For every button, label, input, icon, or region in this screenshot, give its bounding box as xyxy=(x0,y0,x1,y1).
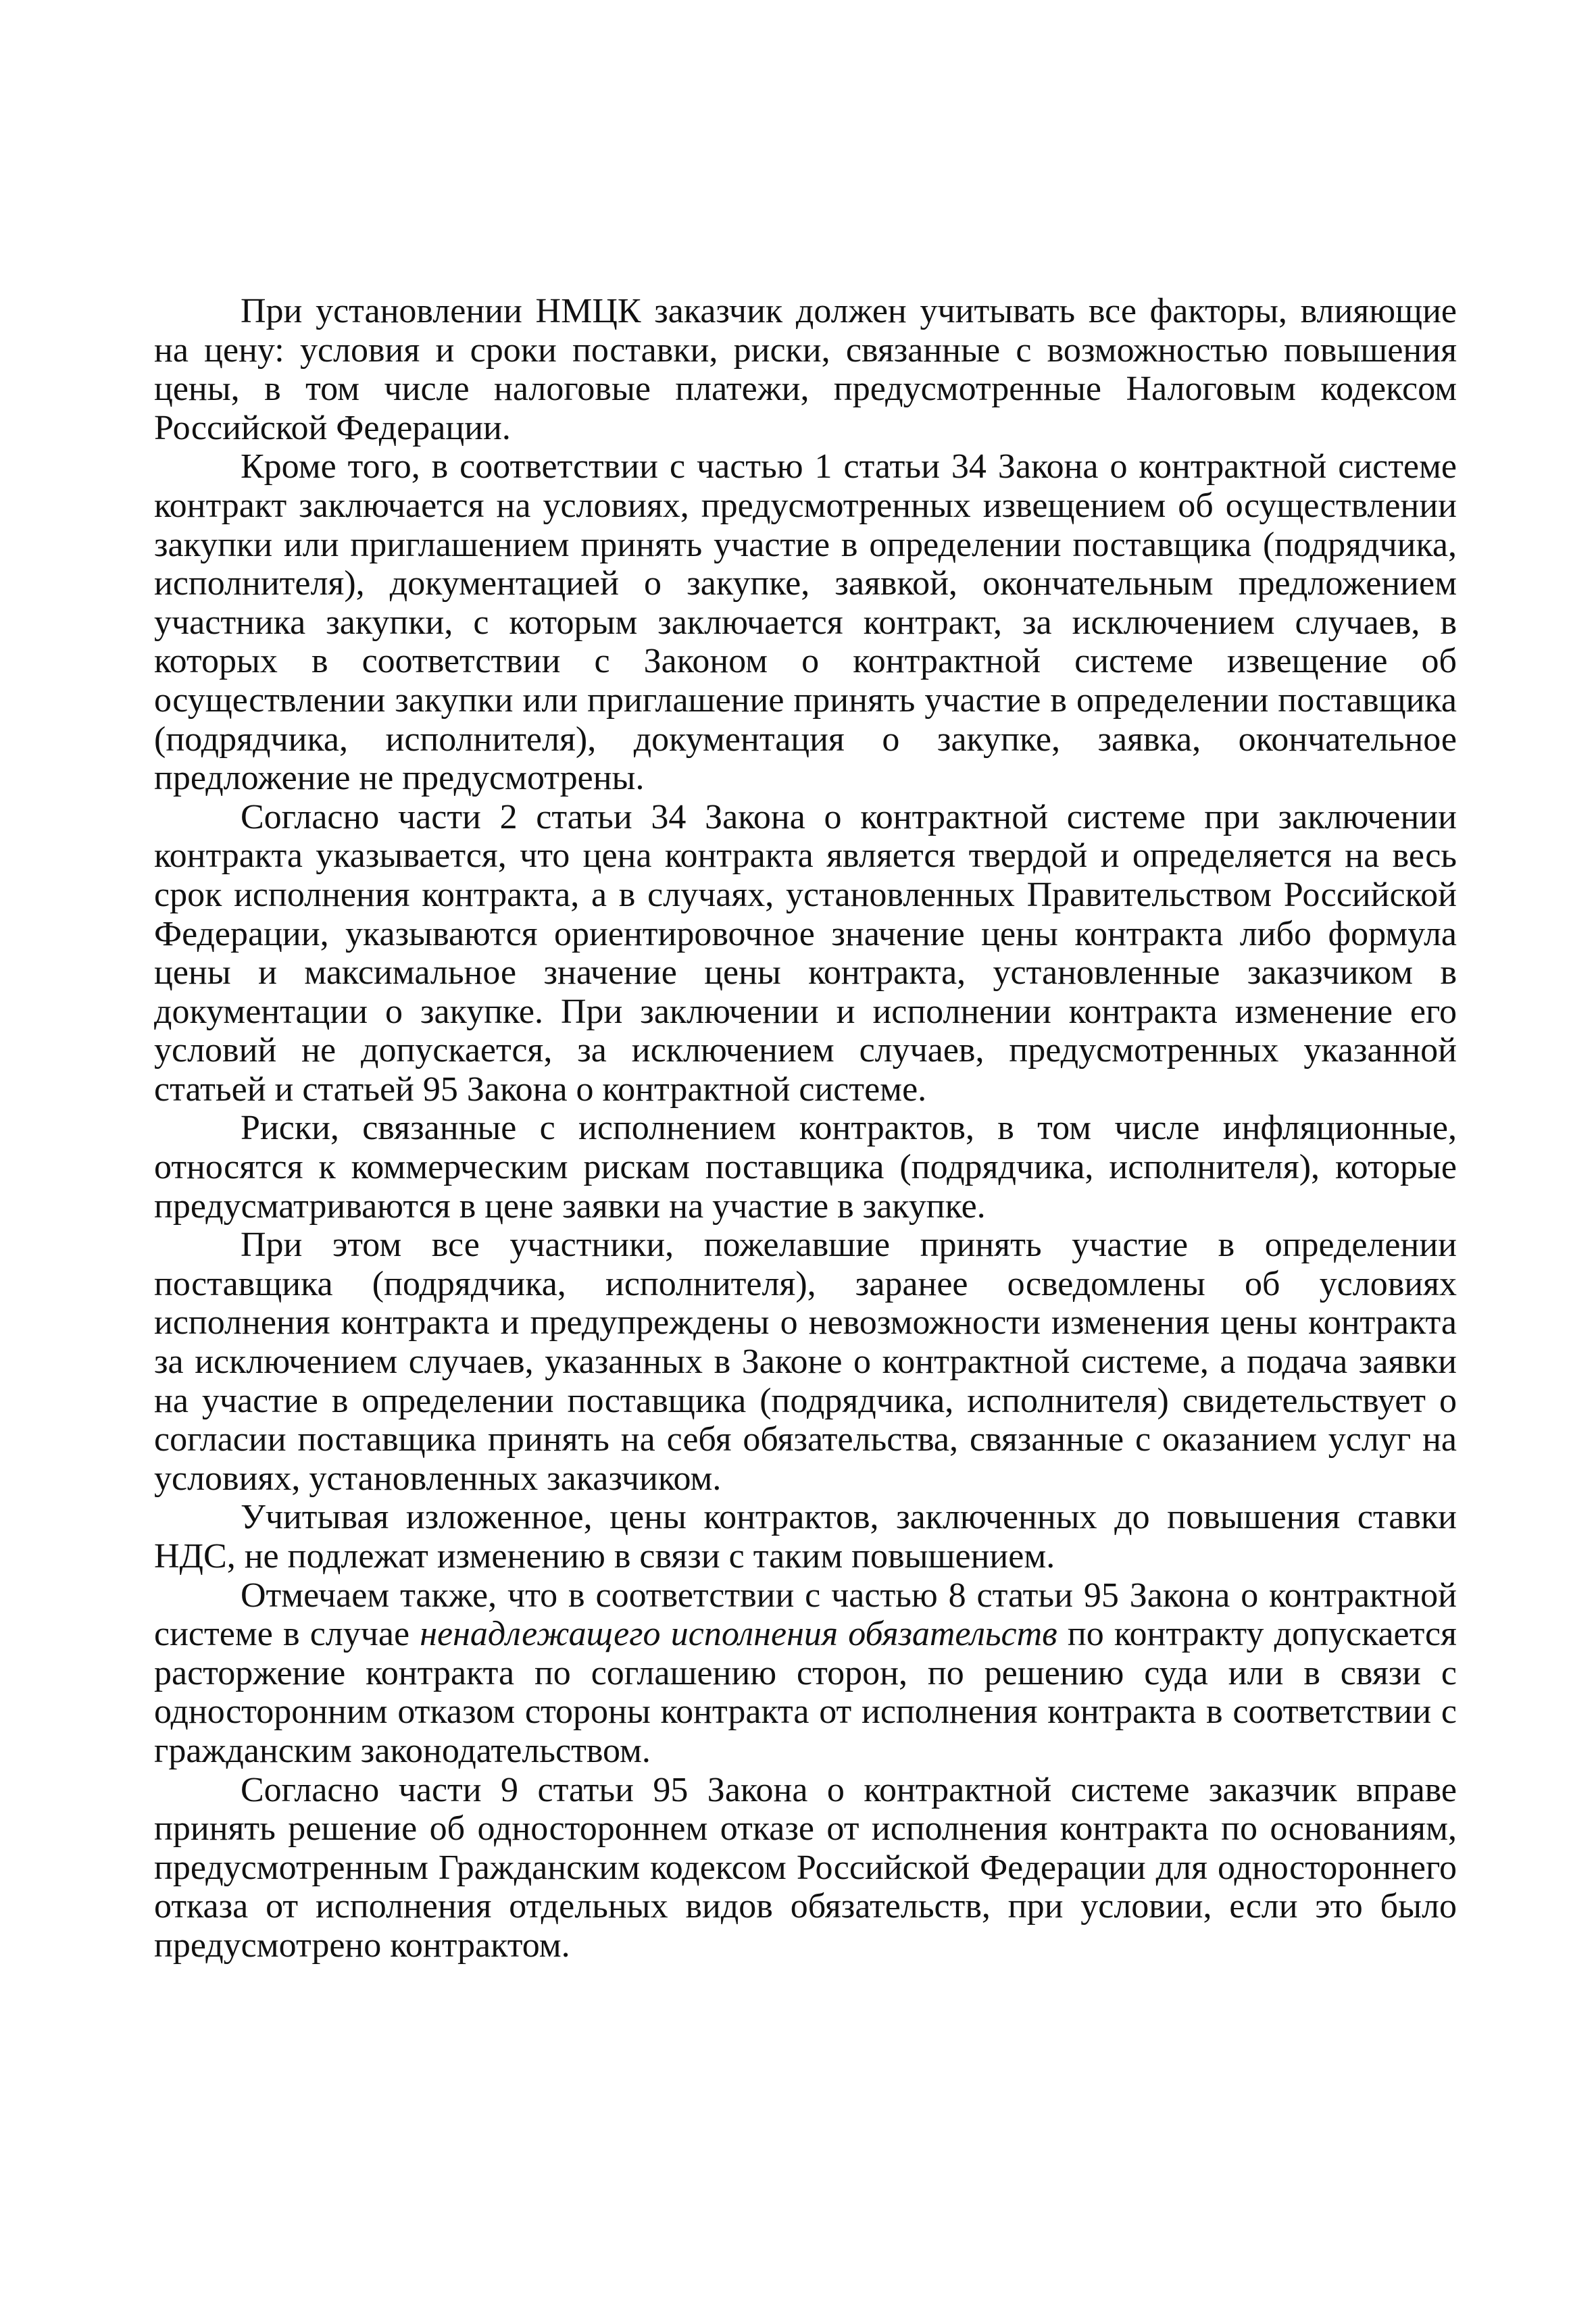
paragraph-article-95-part-8-end: по контракту допускается расторжение контракта по соглашению сторон, по решению суда или в связи с односторонним отказом стороны контракта от исполнения контракта в соответствии с гражданским законодательством. xyxy=(154,1615,1457,1770)
italic-improper-performance: ненадлежащего исполнения обязательств xyxy=(420,1615,1057,1654)
paragraph-vat-conclusion: Учитывая изложенное, цены контрактов, заключенных до повышения ставки НДС, не подлежат изменению в связи с таким повышением. xyxy=(154,1498,1457,1576)
paragraph-article-95-part-8-start: Отмечаем также, что в соответствии с частью 8 статьи 95 Закона о контрактной системе в случае xyxy=(154,1576,1457,1654)
paragraph-nmck-factors: При установлении НМЦК заказчик должен учитывать все факторы, влияющие на цену: условия и сроки поставки, риски, связанные с возможностью повышения цены, в том числе налоговые платежи, предусмотренные Налоговым кодексом Российской Федерации. xyxy=(154,292,1457,447)
paragraph-article-95-part-9: Согласно части 9 статьи 95 Закона о контрактной системе заказчик вправе принять решение об одностороннем отказе от исполнения контракта по основаниям, предусмотренным Гражданским кодексом Российской Федерации для одностороннего отказа от исполнения отдельных видов обязательств, при условии, если это было предусмотрено контрактом. xyxy=(154,1770,1457,1965)
paragraph-article-34-part-2: Согласно части 2 статьи 34 Закона о контрактной системе при заключении контракта указывается, что цена контракта является твердой и определяется на весь срок исполнения контракта, а в случаях, установленных Правительством Российской Федерации, указываются ориентировочное значение цены контракта либо формула цены и максимальное значение цены контракта, установленные заказчиком в документации о закупке. При заключении и исполнении контракта изменение его условий не допускается, за исключением случаев, предусмотренных указанной статьей и статьей 95 Закона о контрактной системе. xyxy=(154,797,1457,1109)
paragraph-commercial-risks: Риски, связанные с исполнением контрактов, в том числе инфляционные, относятся к коммерческим рискам поставщика (подрядчика, исполнителя), которые предусматриваются в цене заявки на участие в закупке. xyxy=(154,1109,1457,1226)
document-body xyxy=(154,292,1457,1965)
paragraph-participants-informed: При этом все участники, пожелавшие принять участие в определении поставщика (подрядчика, исполнителя), заранее осведомлены об условиях исполнения контракта и предупреждены о невозможности изменения цены контракта за исключением случаев, указанных в Законе о контрактной системе, а подача заявки на участие в определении поставщика (подрядчика, исполнителя) свидетельствует о согласии поставщика принять на себя обязательства, связанные с оказанием услуг на условиях, установленных заказчиком. xyxy=(154,1226,1457,1498)
paragraph-article-95-part-8 xyxy=(154,1576,1457,1771)
paragraph-article-34-part-1: Кроме того, в соответствии с частью 1 статьи 34 Закона о контрактной системе контракт заключается на условиях, предусмотренных извещением об осуществлении закупки или приглашением принять участие в определении поставщика (подрядчика, исполнителя), документацией о закупке, заявкой, окончательным предложением участника закупки, с которым заключается контракт, за исключением случаев, в которых в соответствии с Законом о контрактной системе извещение об осуществлении закупки или приглашение принять участие в определении поставщика (подрядчика, исполнителя), документация о закупке, заявка, окончательное предложение не предусмотрены. xyxy=(154,447,1457,798)
